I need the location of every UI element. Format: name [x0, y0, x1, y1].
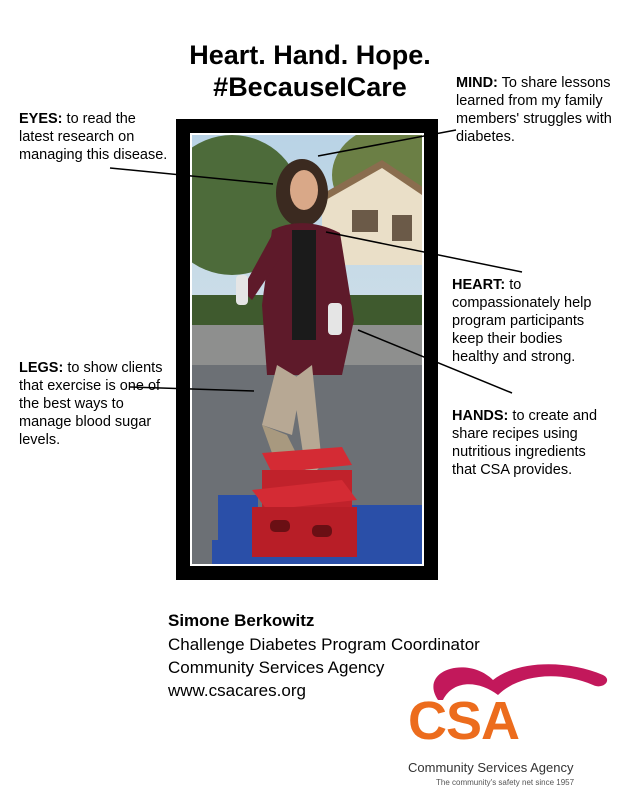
eyes-connector: [110, 168, 273, 184]
annotation-hands-text: to create and share recipes using nutritious ingredients that CSA provides.: [452, 408, 598, 478]
annotation-mind-label: MIND:: [456, 75, 498, 91]
footer-role: Challenge Diabetes Program Coordinator: [168, 635, 480, 654]
annotation-legs-text: to show clients that exercise is one of the best ways to manage blood sugar levels.: [19, 360, 163, 448]
mind-connector: [318, 130, 456, 156]
logo-name: Community Services Agency: [408, 760, 574, 775]
hands-connector: [358, 330, 512, 393]
annotation-hands-label: HANDS:: [452, 408, 509, 424]
heart-connector: [326, 232, 522, 272]
annotation-eyes-label: EYES:: [19, 111, 63, 127]
hashtag-title: #BecauseICare: [213, 72, 407, 102]
annotation-heart-text: to compassionately help program participants keep their bodies healthy and strong.: [452, 277, 592, 365]
annotation-mind-text: To share lessons learned from my family members' struggles with diabetes.: [456, 75, 612, 145]
footer-url[interactable]: www.csacares.org: [168, 681, 306, 700]
annotation-legs-label: LEGS:: [19, 360, 64, 376]
footer-org: Community Services Agency: [168, 658, 385, 677]
legs-connector: [130, 387, 254, 391]
logo-letters: CSA: [408, 691, 520, 751]
page-title: Heart. Hand. Hope.: [189, 40, 431, 70]
annotation-eyes-text: to read the latest research on managing this disease.: [19, 111, 168, 163]
logo-tagline: The community's safety net since 1957: [436, 778, 575, 787]
footer-name: Simone Berkowitz: [168, 611, 315, 630]
annotation-heart-label: HEART:: [452, 277, 506, 293]
